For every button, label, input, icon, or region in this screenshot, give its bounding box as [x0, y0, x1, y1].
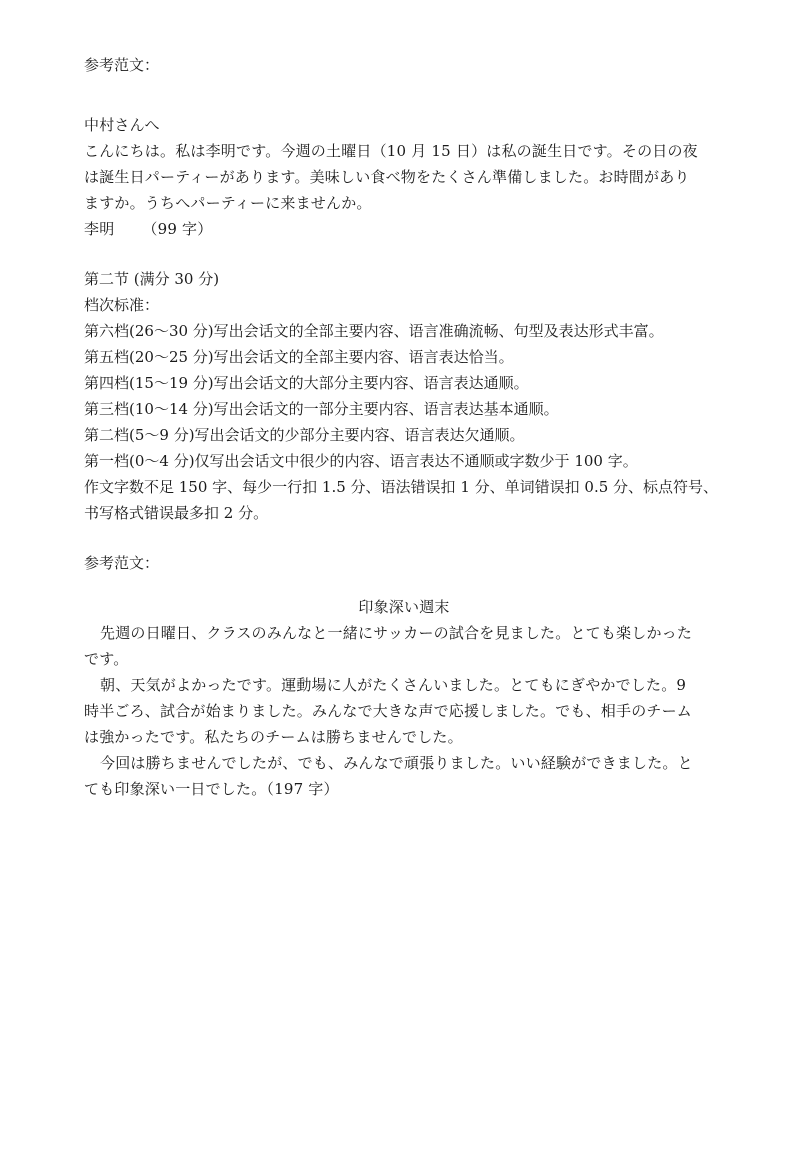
reference-heading-1: 参考范文： [84, 56, 160, 74]
criteria-heading: 档次标准： [84, 296, 160, 314]
deduction-line-2: 书写格式错误最多扣 2 分。 [84, 504, 269, 522]
section-title: 第二节 (满分 30 分) [84, 270, 220, 288]
criteria-item-4: 第四档(15～19 分)写出会话文的大部分主要内容、语言表达通顺。 [84, 374, 529, 392]
spacer [84, 242, 724, 266]
spacer [84, 78, 724, 112]
letter-signature: 李明 [84, 220, 115, 238]
letter-line-3: ますか。うちへパーティーに来ませんか。 [84, 194, 372, 212]
letter-sample [84, 112, 724, 242]
essay-p2-line-3: は強かったです。私たちのチームは勝ちませんでした。 [84, 728, 463, 746]
criteria-item-5: 第五档(20～25 分)写出会话文的全部主要内容、语言表达恰当。 [84, 348, 514, 366]
essay-title: 印象深い週末 [358, 598, 450, 616]
criteria-item-1: 第一档(0～4 分)仅写出会话文中很少的内容、语言表达不通顺或字数少于 100 字。 [84, 452, 638, 470]
scoring-section [84, 266, 724, 526]
spacer [84, 576, 724, 594]
criteria-item-2: 第二档(5～9 分)写出会话文的少部分主要内容、语言表达欠通顺。 [84, 426, 525, 444]
essay-p3-line-1: 今回は勝ちませんでしたが、でも、みんなで頑張りました。いい経験ができました。と [100, 754, 693, 772]
essay-sample [84, 594, 724, 802]
essay-p2-line-2: 時半ごろ、試合が始まりました。みんなで大きな声で応援しました。でも、相手のチーム [84, 702, 693, 720]
essay-p2-line-1: 朝、天気がよかったです。運動場に人がたくさんいました。とてもにぎやかでした。9 [100, 676, 687, 694]
letter-line-1: こんにちは。私は李明です。今週の土曜日（10 月 15 日）は私の誕生日です。その日の夜 [84, 142, 698, 160]
letter-salutation: 中村さんへ [84, 116, 160, 134]
reference-heading-2: 参考范文： [84, 554, 160, 572]
document-page [84, 52, 724, 802]
letter-line-2: は誕生日パーティーがあります。美味しい食べ物をたくさん準備しました。お時間があり [84, 168, 690, 186]
criteria-item-6: 第六档(26～30 分)写出会话文的全部主要内容、语言准确流畅、句型及表达形式丰富。 [84, 322, 664, 340]
spacer [84, 526, 724, 550]
criteria-item-3: 第三档(10～14 分)写出会话文的一部分主要内容、语言表达基本通顺。 [84, 400, 559, 418]
letter-signature-line [84, 216, 724, 242]
essay-p1-line-2: です。 [84, 650, 129, 668]
essay-p1-line-1: 先週の日曜日、クラスのみんなと一緒にサッカーの試合を見ました。とても楽しかった [100, 624, 693, 642]
letter-word-count: （99 字） [142, 220, 213, 238]
deduction-line-1: 作文字数不足 150 字、每少一行扣 1.5 分、语法错误扣 1 分、单词错误扣 0.5 分、标点符号、 [84, 478, 719, 496]
essay-p3-line-2: ても印象深い一日でした。（197 字） [84, 780, 339, 798]
